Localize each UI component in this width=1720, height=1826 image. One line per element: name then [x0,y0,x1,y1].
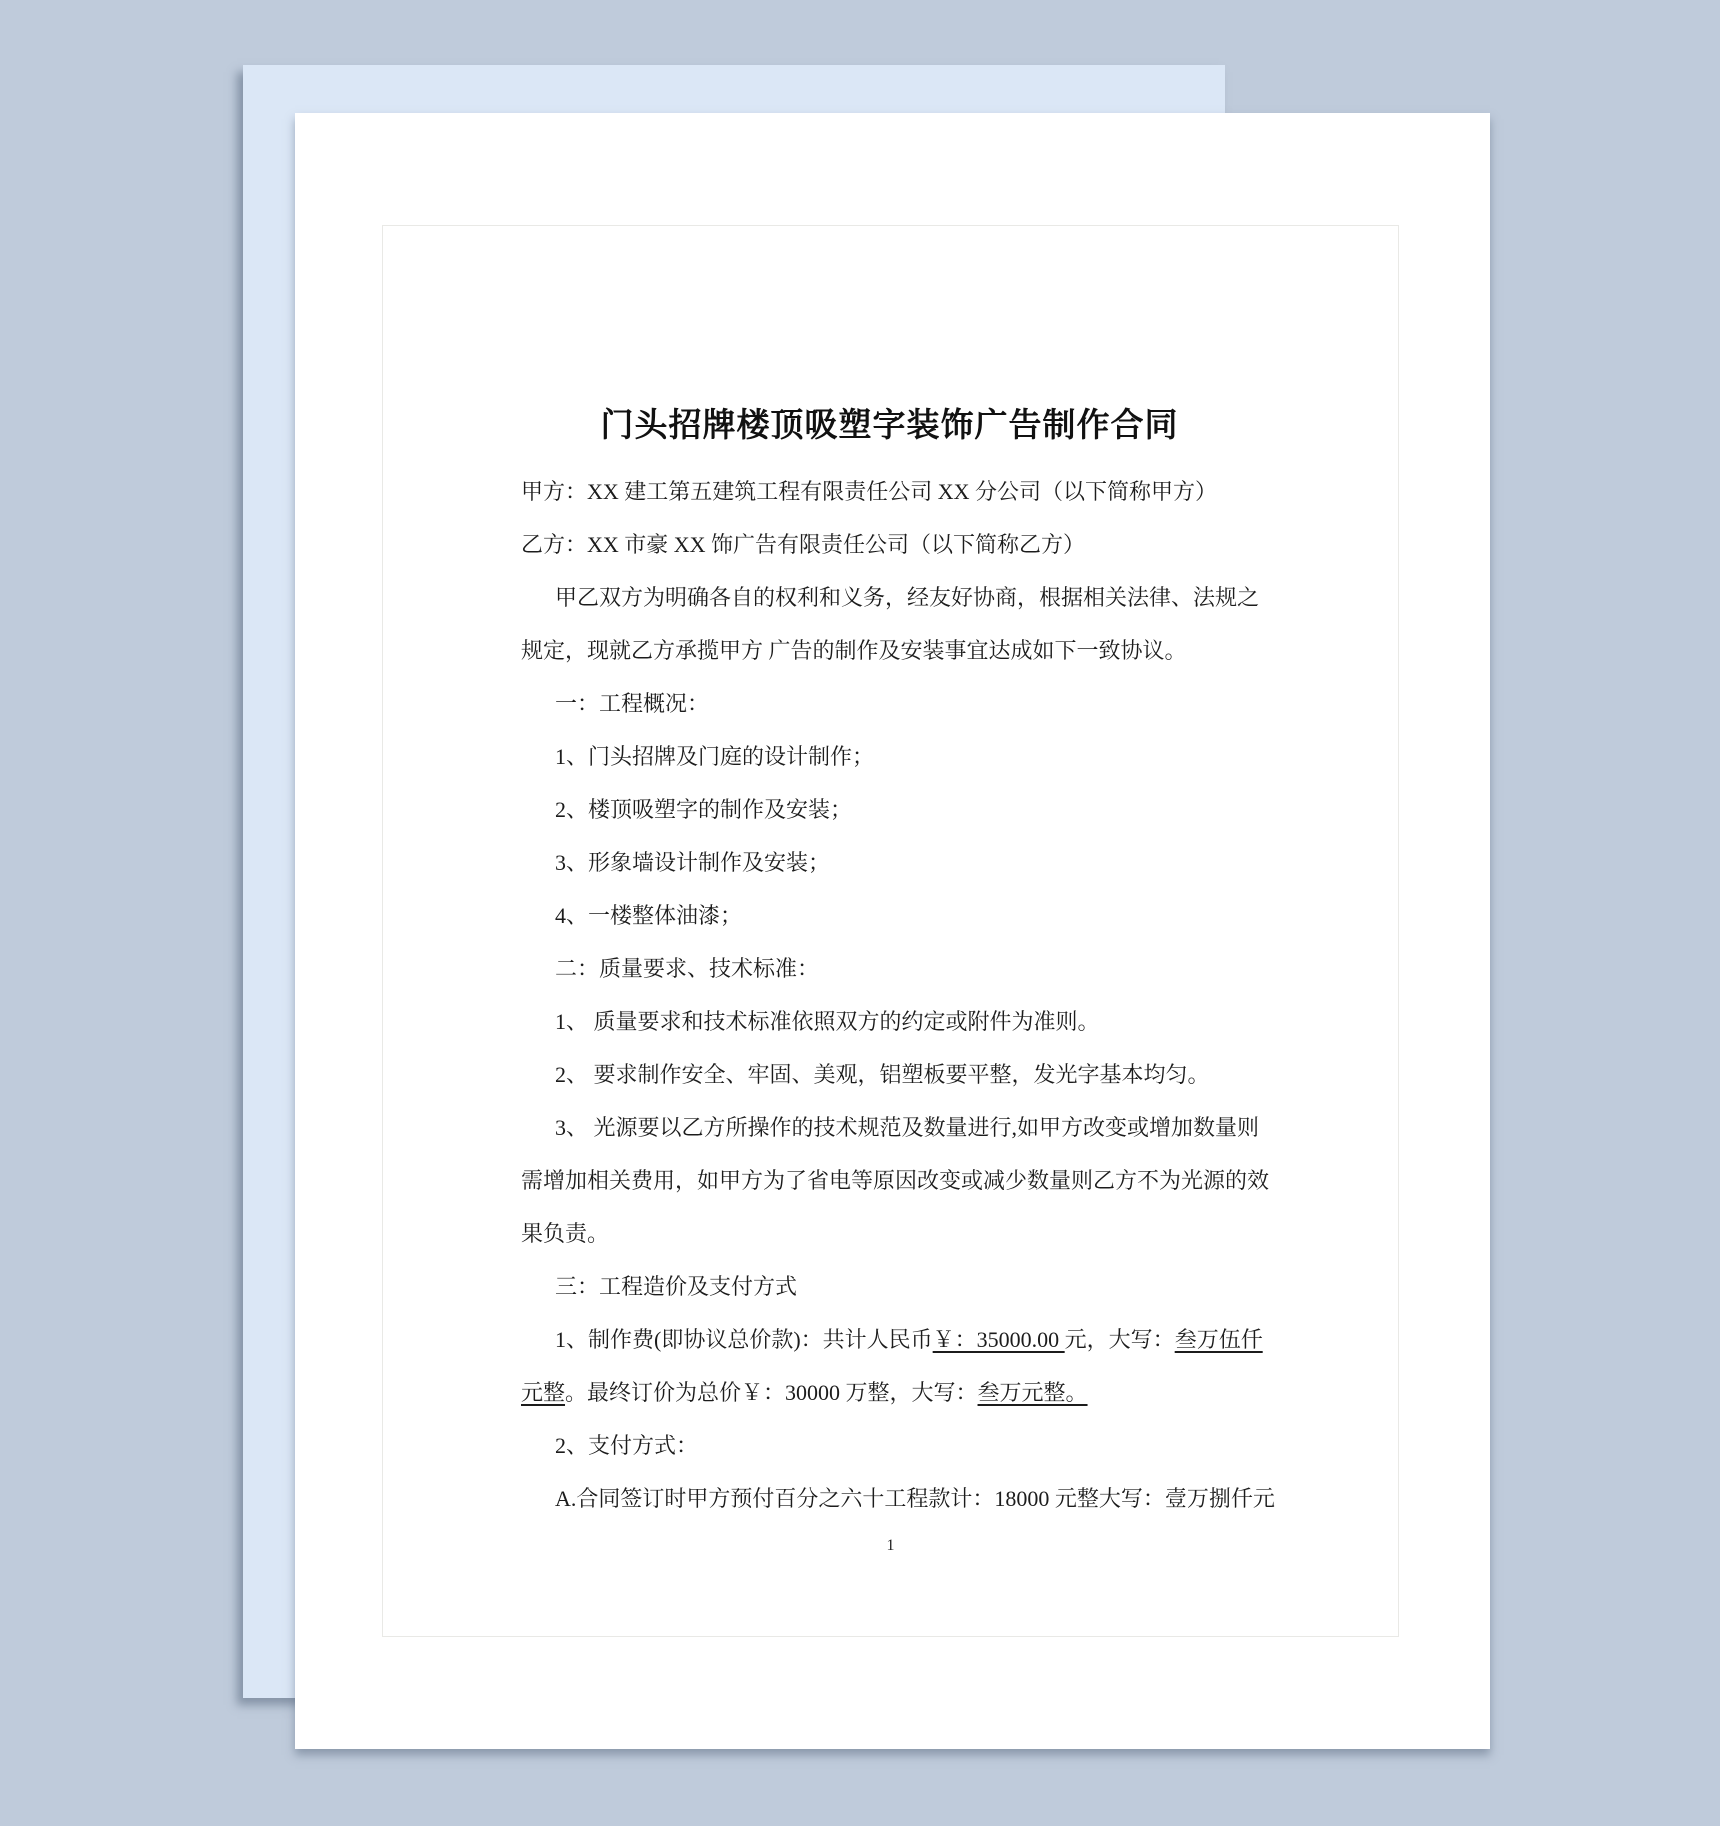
document-line [521,1419,1258,1472]
text-run: 。最终订价为总价￥：30000 万整，大写： [565,1380,978,1405]
document-line [521,518,1258,571]
text-run: 规定，现就乙方承揽甲方 广告的制作及安装事宜达成如下一致协议。 [521,638,1187,663]
text-run: 二：质量要求、技术标准： [555,956,820,981]
underlined-text-run: 叁万元整。 [977,1380,1088,1405]
text-run: 2、楼顶吸塑字的制作及安装； [555,797,853,822]
document-line [521,1154,1270,1207]
text-run: 2、 要求制作安全、牢固、美观，铝塑板要平整，发光字基本均匀。 [555,1062,1210,1087]
text-run: 果负责。 [521,1221,610,1246]
document-line [521,1101,1258,1154]
document-line [521,783,1258,836]
text-run: 甲方：XX 建工第五建筑工程有限责任公司 XX 分公司（以下简称甲方） [521,479,1218,504]
document-body [521,465,1275,1525]
document-line [521,624,1258,677]
text-run: A.合同签订时甲方预付百分之六十工程款计：18000 元整大写：壹万捌仟元 [555,1486,1275,1511]
text-run: 1、门头招牌及门庭的设计制作； [555,744,875,769]
document-line [521,1366,1258,1419]
document-line [521,889,1258,942]
text-run: 需增加相关费用，如甲方为了省电等原因改变或减少数量则乙方不为光源的效 [521,1168,1270,1193]
document-line [521,1472,1275,1525]
document-line [521,571,1258,624]
underlined-text-run: 元整 [521,1380,566,1405]
document-line [521,942,1258,995]
document-line [521,995,1258,1048]
text-run: 乙方：XX 市豪 XX 饰广告有限责任公司（以下简称乙方） [521,532,1086,557]
text-run: 4、一楼整体油漆； [555,903,743,928]
text-run: 甲乙双方为明确各自的权利和义务，经友好协商，根据相关法律、法规之 [555,585,1260,610]
document-line [521,836,1258,889]
text-run: 1、 质量要求和技术标准依照双方的约定或附件为准则。 [555,1009,1100,1034]
text-run: 三：工程造价及支付方式 [555,1274,798,1299]
text-run: 1、制作费(即协议总价款)：共计人民币 [555,1327,933,1352]
document-page [295,113,1490,1749]
document-line [521,465,1258,518]
document-title: 门头招牌楼顶吸塑字装饰广告制作合同 [600,408,1179,445]
document-line [521,1207,1258,1260]
document-line [521,1048,1258,1101]
document-line [521,1260,1258,1313]
page-number: 1 [886,1537,895,1554]
document-line [521,730,1258,783]
text-run: 3、 光源要以乙方所操作的技术规范及数量进行,如甲方改变或增加数量则 [555,1115,1260,1140]
underlined-text-run: ￥：35000.00 [932,1327,1065,1352]
underlined-text-run: 叁万伍仟 [1174,1327,1263,1352]
document-line [521,677,1258,730]
text-run: 一：工程概况： [555,691,710,716]
text-run: 元，大写： [1064,1327,1175,1352]
text-run: 3、形象墙设计制作及安装； [555,850,831,875]
text-run: 2、支付方式： [555,1433,699,1458]
document-line [521,1313,1263,1366]
